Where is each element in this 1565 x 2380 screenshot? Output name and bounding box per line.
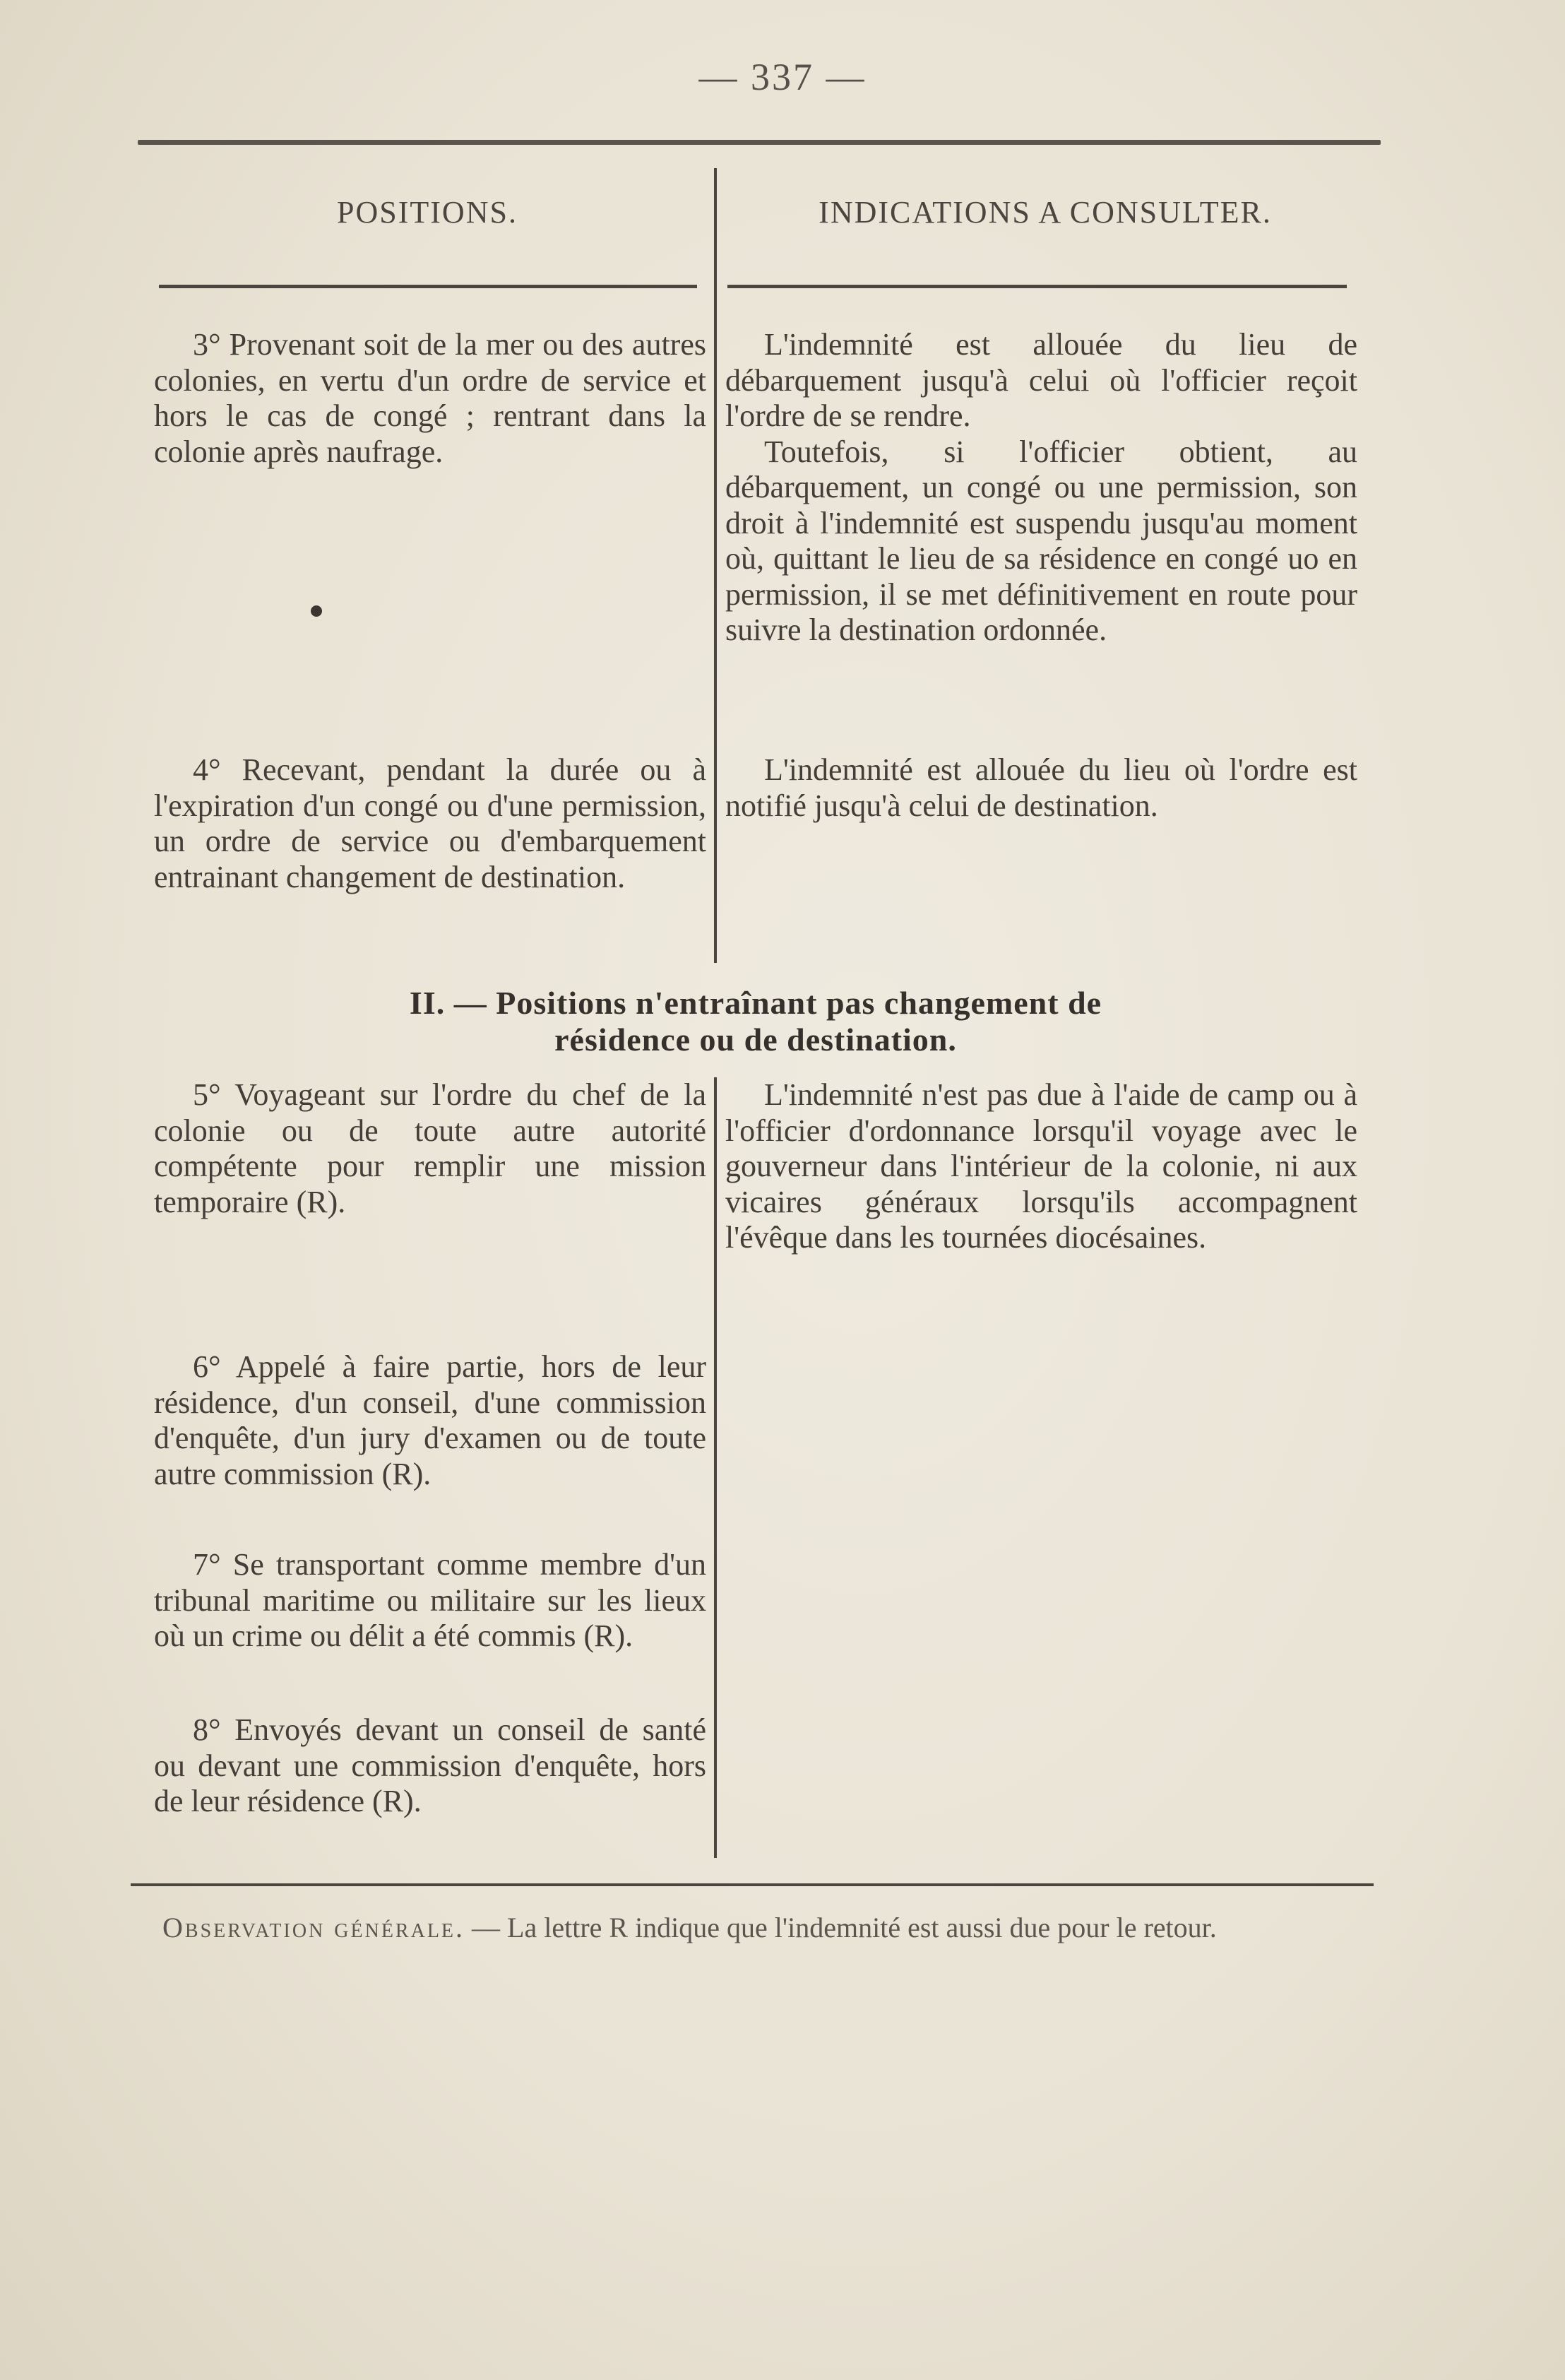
indications-3-paragraph-2: Toutefois, si l'officier obtient, au débarquement, un congé ou une permission, son droit à l'indemnité est suspendu jusqu'au moment où, quittant le lieu de sa résidence en congé uo en permission, il se met définitivement en route pour suivre la destination ordonnée.	[725, 434, 1357, 647]
top-rule	[138, 140, 1381, 145]
indications-5-paragraph-1: L'indemnité n'est pas due à l'aide de camp ou à l'officier d'ordonnance lorsqu'il voyage avec le gouverneur dans l'intérieur de la colonie, ni aux vicaires généraux lorsqu'ils accompagnent l'évêque dans les tournées diocésaines.	[725, 1077, 1357, 1255]
page-number: — 337 —	[698, 56, 867, 98]
position-7	[154, 1547, 706, 1654]
indications-5	[725, 1077, 1357, 1256]
position-5	[154, 1077, 706, 1220]
position-6-text: 6° Appelé à faire partie, hors de leur résidence, d'un conseil, d'une commission d'enquête, d'un jury d'examen ou de toute autre commission (R).	[154, 1349, 706, 1491]
position-3-text: 3° Provenant soit de la mer ou des autres colonies, en vertu d'un ordre de service et hors le cas de congé ; rentrant dans la colonie après naufrage.	[154, 327, 706, 469]
position-3	[154, 327, 706, 470]
position-7-text: 7° Se transportant comme membre d'un tribunal maritime ou militaire sur les lieux où un crime ou délit a été commis (R).	[154, 1547, 706, 1653]
section-heading	[191, 985, 1321, 1058]
indications-3-paragraph-1: L'indemnité est allouée du lieu de débarquement jusqu'à celui où l'officier reçoit l'ordre de se rendre.	[725, 327, 1357, 433]
indications-4	[725, 752, 1357, 824]
column-divider-upper	[714, 168, 717, 963]
position-5-text: 5° Voyageant sur l'ordre du chef de la colonie ou de toute autre autorité compétente pour remplir une mission temporaire (R).	[154, 1077, 706, 1219]
position-6	[154, 1349, 706, 1492]
position-4	[154, 752, 706, 895]
column-divider-lower	[714, 1077, 717, 1858]
indications-3	[725, 327, 1357, 649]
header-rule-right	[727, 285, 1347, 288]
position-8	[154, 1712, 706, 1820]
column-header-indications: INDICATIONS A CONSULTER.	[819, 195, 1272, 230]
position-4-text: 4° Recevant, pendant la durée ou à l'expiration d'un congé ou d'une permission, un ordre de service ou d'embarquement entrainant changement de destination.	[154, 752, 706, 894]
observation-text: — La lettre R indique que l'indemnité est aussi due pour le retour.	[465, 1912, 1217, 1943]
indications-4-paragraph-1: L'indemnité est allouée du lieu où l'ordre est notifié jusqu'à celui de destination.	[725, 752, 1357, 823]
bottom-rule	[131, 1883, 1374, 1886]
column-header-positions: POSITIONS.	[337, 195, 518, 230]
observation-label: Observation générale.	[162, 1912, 465, 1943]
section-heading-line-2: résidence ou de destination.	[554, 1022, 957, 1058]
ink-spot	[311, 605, 322, 617]
position-8-text: 8° Envoyés devant un conseil de santé ou devant une commission d'enquête, hors de leur résidence (R).	[154, 1712, 706, 1818]
section-heading-line-1: II. — Positions n'entraînant pas changement de	[409, 985, 1102, 1021]
general-observation	[124, 1910, 1388, 1946]
header-rule-left	[159, 285, 697, 288]
